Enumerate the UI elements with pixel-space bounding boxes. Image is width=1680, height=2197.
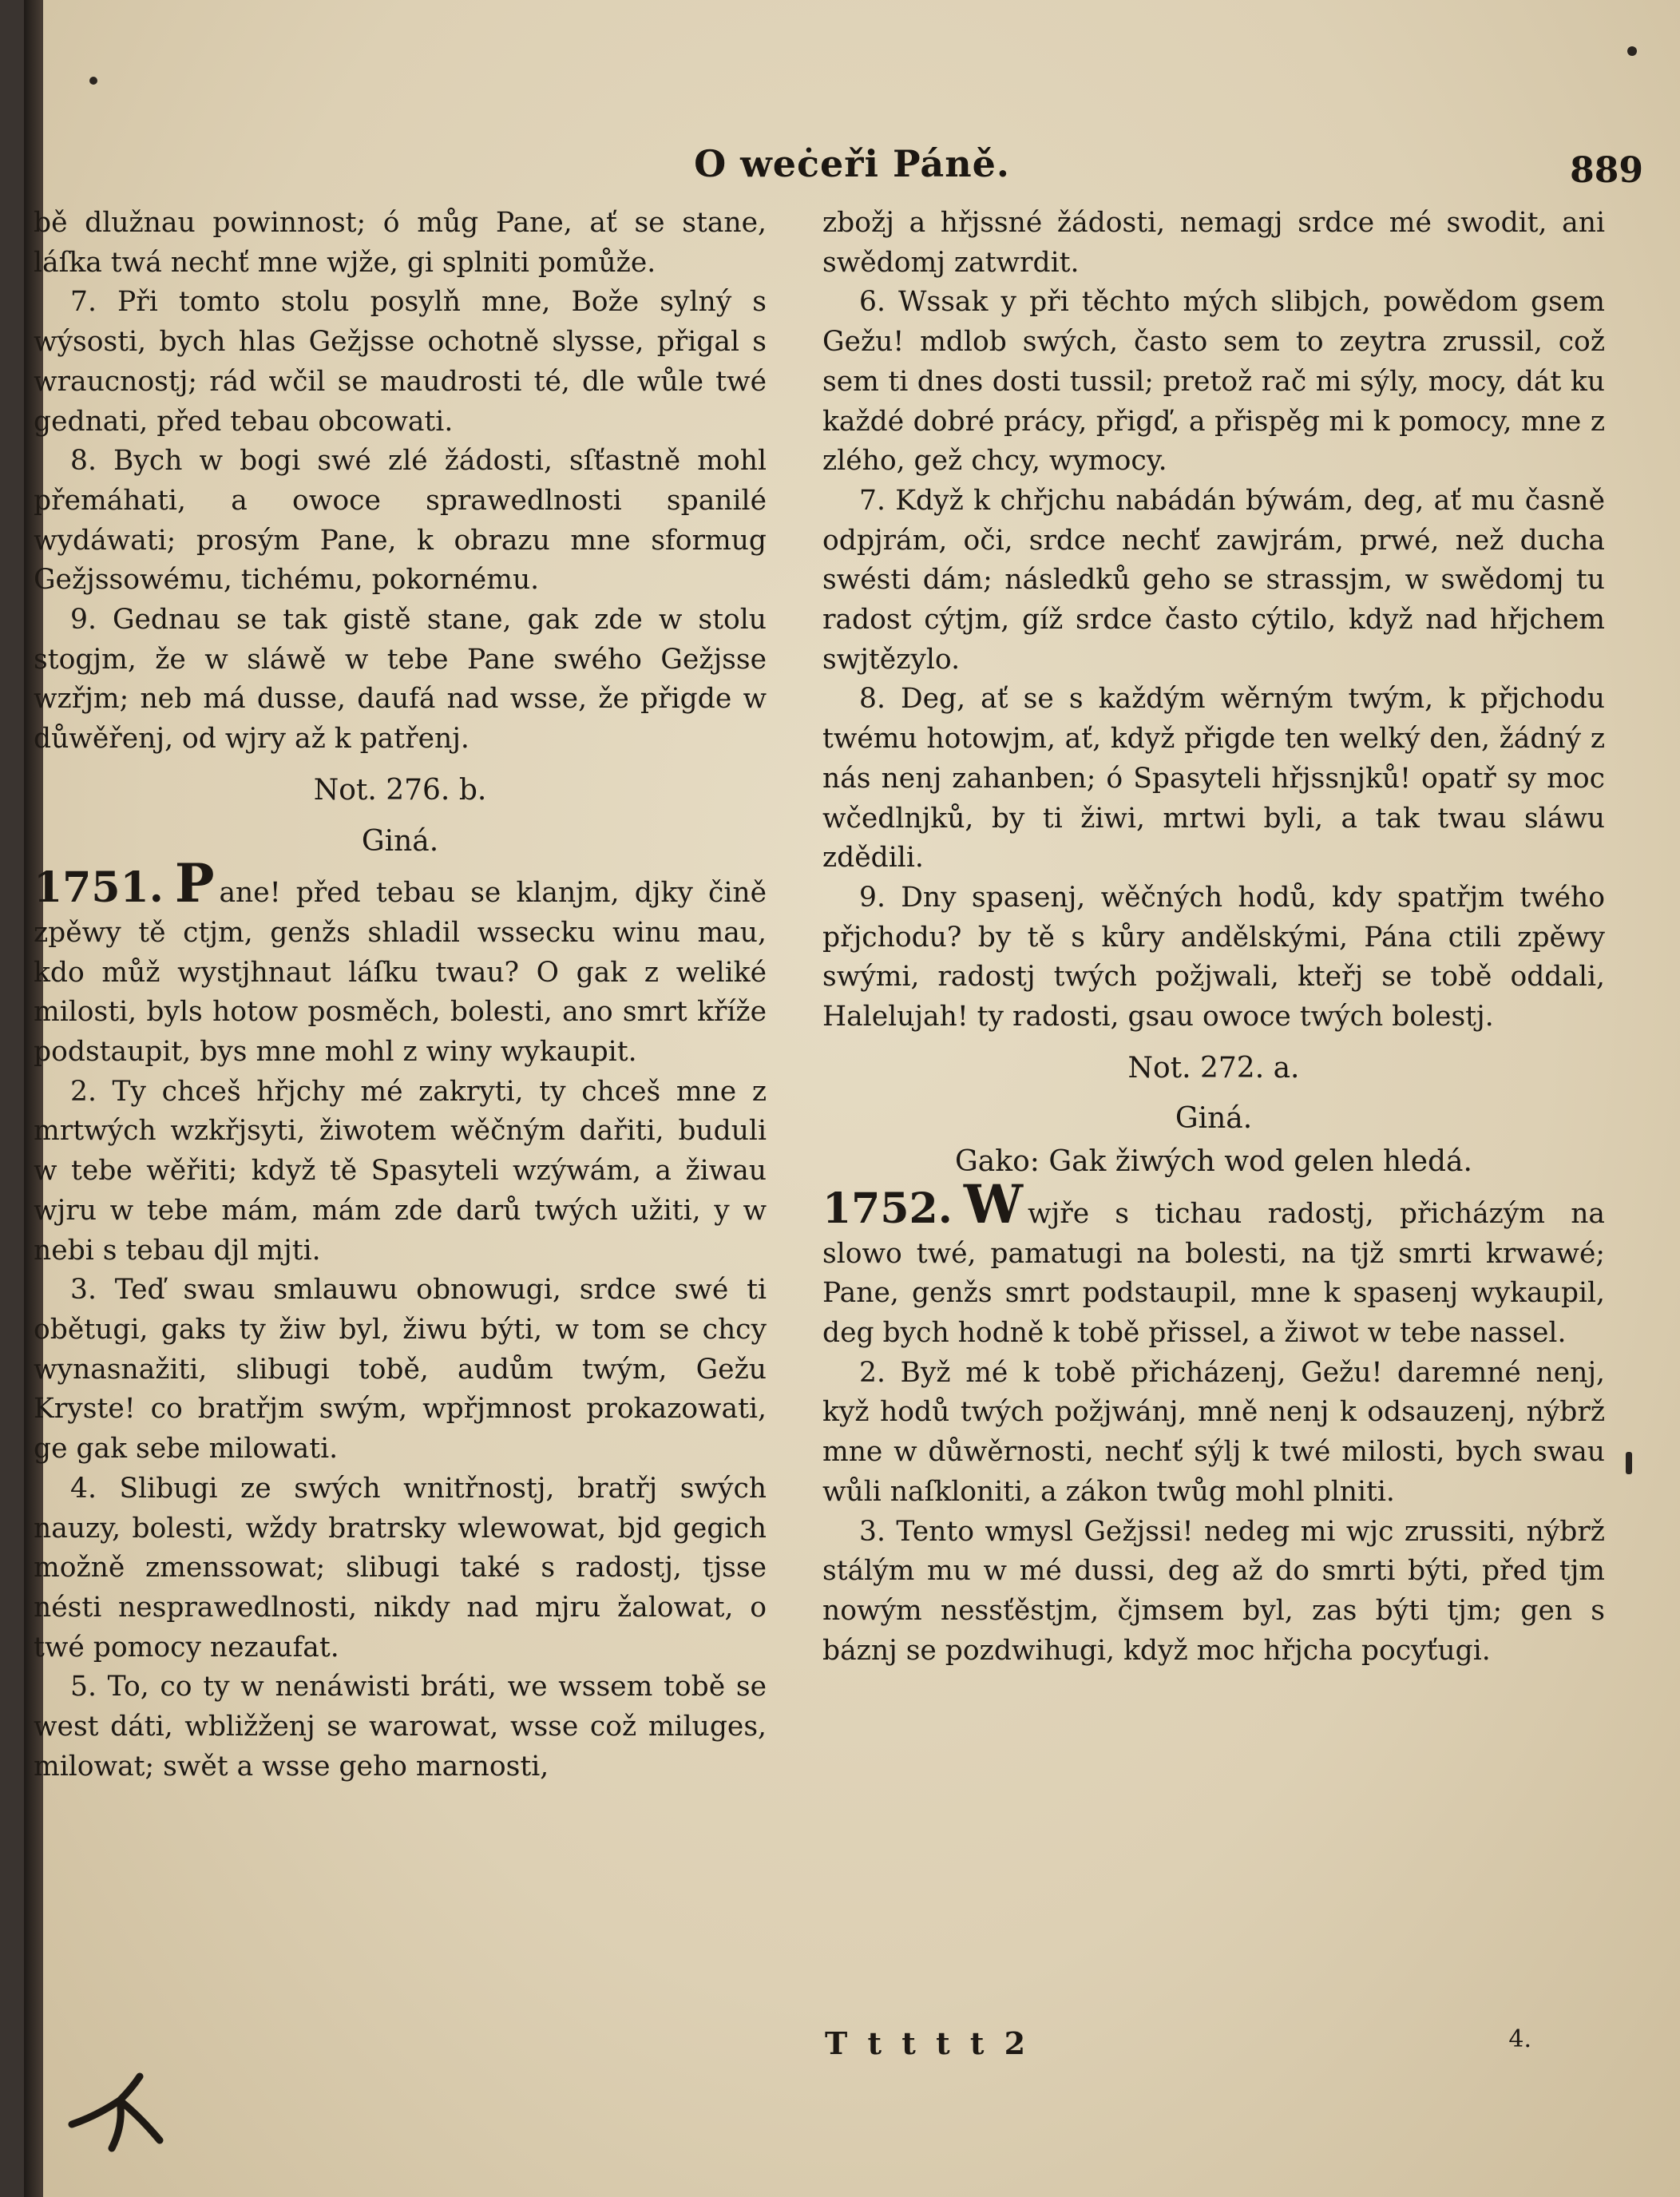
running-header (24, 142, 1680, 198)
hymn-first-stanza (34, 852, 767, 1073)
section-heading: Not. 272. a. (1127, 1051, 1300, 1085)
catchword: T t t t t 2 (825, 2025, 1031, 2061)
stanza: 3. Tento wmysl Gežjssi! nedeg mi wjc zrussiti, nýbrž stálým mu w mé dussi, deg až do smrti býti, před tjm nowým nessťěstjm, čjmsem byl, zas býti tjm; gen s báznj se pozdwihugi, když moc hřjcha pocyťugi. (822, 1515, 1605, 1667)
left-column (34, 204, 767, 1787)
stanza: 9. Gednau se tak gistě stane, gak zde w stolu stogjm, že w sláwě w tebe Pane swého Gežjsse wzřjm; neb má dusse, daufá nad wsse, že přigde w důwěřenj, od wjry až k patřenj. (34, 604, 767, 755)
drop-initial: W (963, 1172, 1023, 1235)
hymn-number: 1752. (822, 1184, 953, 1233)
stanza: 8. Deg, ať se s každým wěrným twým, k přjchodu twému hotowjm, ať, když přigde ten welký den, žádný z nás nenj zahanben; ó Spasyteli hřjssnjků! opatř sy moc wčedlnjků, by ti žiwi, mrtwi byli, a tak twau sláwu zdědili. (822, 683, 1605, 874)
signature-mark: 4. (1508, 2025, 1531, 2053)
stanza: 2. Ty chceš hřjchy mé zakryti, ty chceš mne z mrtwých wzkřjsyti, žiwotem wěčným dařiti, buduli w tebe wěřiti; když tě Spasyteli wzýwám, a žiwau wjru w tebe mám, mám zde darů twých užiti, y w nebi s tebau djl mjti. (34, 1075, 767, 1267)
section-heading: Giná. (1175, 1102, 1253, 1136)
stanza: 7. Při tomto stolu posylň mne, Bože sylný s wýsosti, bych hlas Gežjsse ochotně slysse, přigal s wraucnostj; rád wčil se maudrosti té, dle wůle twé gednati, před tebau obcowati. (34, 286, 767, 438)
section-heading: Giná. (361, 824, 439, 858)
stanza: bě dlužnau powinnost; ó můg Pane, ať se stane, láſka twá nechť mne wjže, gi splniti pomůže. (34, 207, 767, 279)
section-heading: Not. 276. b. (313, 773, 487, 807)
stanza-text: ane! před tebau se klanjm, djky čině zpěwy tě ctjm, genžs shladil wssecku winu mau, kdo můž wystjhnaut láſku twau? O gak z weliké milosti, byls hotow posměch, bolesti, ano smrt kříže podstaupit, bys mne mohl z winy wykaupit. (34, 877, 767, 1069)
book-page (24, 0, 1680, 2197)
ink-mark-drawing (64, 2068, 168, 2156)
right-column (822, 204, 1605, 1671)
page-number: 889 (1570, 150, 1643, 191)
drop-initial: P (174, 852, 215, 915)
page-title: O weċeři Páně. (694, 142, 1010, 185)
stanza: 7. Když k chřjchu nabádán býwám, deg, ať mu časně odpjrám, oči, srdce nechť zawjrám, prwé, než ducha swésti dám; následků geho se strassjm, w swědomj tu radost cýtjm, gíž srdce často cýtilo, když nad hřjchem swjtězylo. (822, 484, 1605, 676)
hymn-first-stanza (822, 1172, 1605, 1354)
hymn-number: 1751. (34, 863, 164, 913)
tune-reference: Gako: Gak žiwých wod gelen hledá. (955, 1145, 1472, 1179)
stanza-text: wjře s tichau radostj, přicházým na slowo twé, pamatugi na bolesti, na tjž smrti krwawé; Pane, genžs smrt podstaupil, mne k spasenj wykaupil, deg bych hodně k tobě přissel, a žiwot w tebe nassel. (822, 1197, 1605, 1349)
ink-spot (1626, 1452, 1632, 1474)
stanza: 8. Bych w bogi swé zlé žádosti, sſťastně mohl přemáhati, a owoce sprawedlnosti spanilé wydáwati; prosým Pane, k obrazu mne sformug Gežjssowému, tichému, pokornému. (34, 445, 767, 597)
ink-spot (89, 77, 97, 85)
stanza: 6. Wssak y při těchto mých slibjch, powědom gsem Gežu! mdlob swých, často sem to zeytra zrussil, což sem ti dnes dosti tussil; pretož rač mi sýly, mocy, dát ku každé dobré prácy, přigď, a přispěg mi k pomocy, mne z zlého, gež chcy, wymocy. (822, 286, 1605, 478)
stanza: 3. Teď swau smlauwu obnowugi, srdce swé ti obětugi, gaks ty žiw byl, žiwu býti, w tom se chcy wynasnažiti, slibugi tobě, audům twým, Gežu Kryste! co bratřjm swým, wpřjmnost prokazowati, ge gak sebe milowati. (34, 1274, 767, 1465)
stanza: 5. To, co ty w nenáwisti bráti, we wssem tobě se west dáti, wbližženj se warowat, wsse což miluges, milowat; swět a wsse geho marnosti, (34, 1671, 767, 1783)
ink-spot (1627, 46, 1637, 56)
stanza: zbožj a hřjssné žádosti, nemagj srdce mé swodit, ani swědomj zatwrdit. (822, 207, 1605, 279)
stanza: 2. Byž mé k tobě přicházenj, Gežu! daremné nenj, kyž hodů twých požjwánj, mně nenj k odsauzenj, nýbrž mne w důwěrnosti, nechť sýlj k twé milosti, bych swau wůli naſkloniti, a zákon twůg mohl plniti. (822, 1356, 1605, 1508)
stanza: 9. Dny spasenj, wěčných hodů, kdy spatřjm twého přjchodu? by tě s kůry andělskými, Pána ctili zpěwy swými, radostj twých požjwali, kteřj se tobě oddali, Halelujah! ty radosti, gsau owoce twých bolestj. (822, 881, 1605, 1033)
stanza: 4. Slibugi ze swých wnitřnostj, bratřj swých nauzy, bolesti, wždy bratrsky wlewowat, bjd gegich možně zmenssowat; slibugi také s radostj, tjsse nésti nesprawedlnosti, nikdy nad mjru žalowat, o twé pomocy nezaufat. (34, 1472, 767, 1664)
